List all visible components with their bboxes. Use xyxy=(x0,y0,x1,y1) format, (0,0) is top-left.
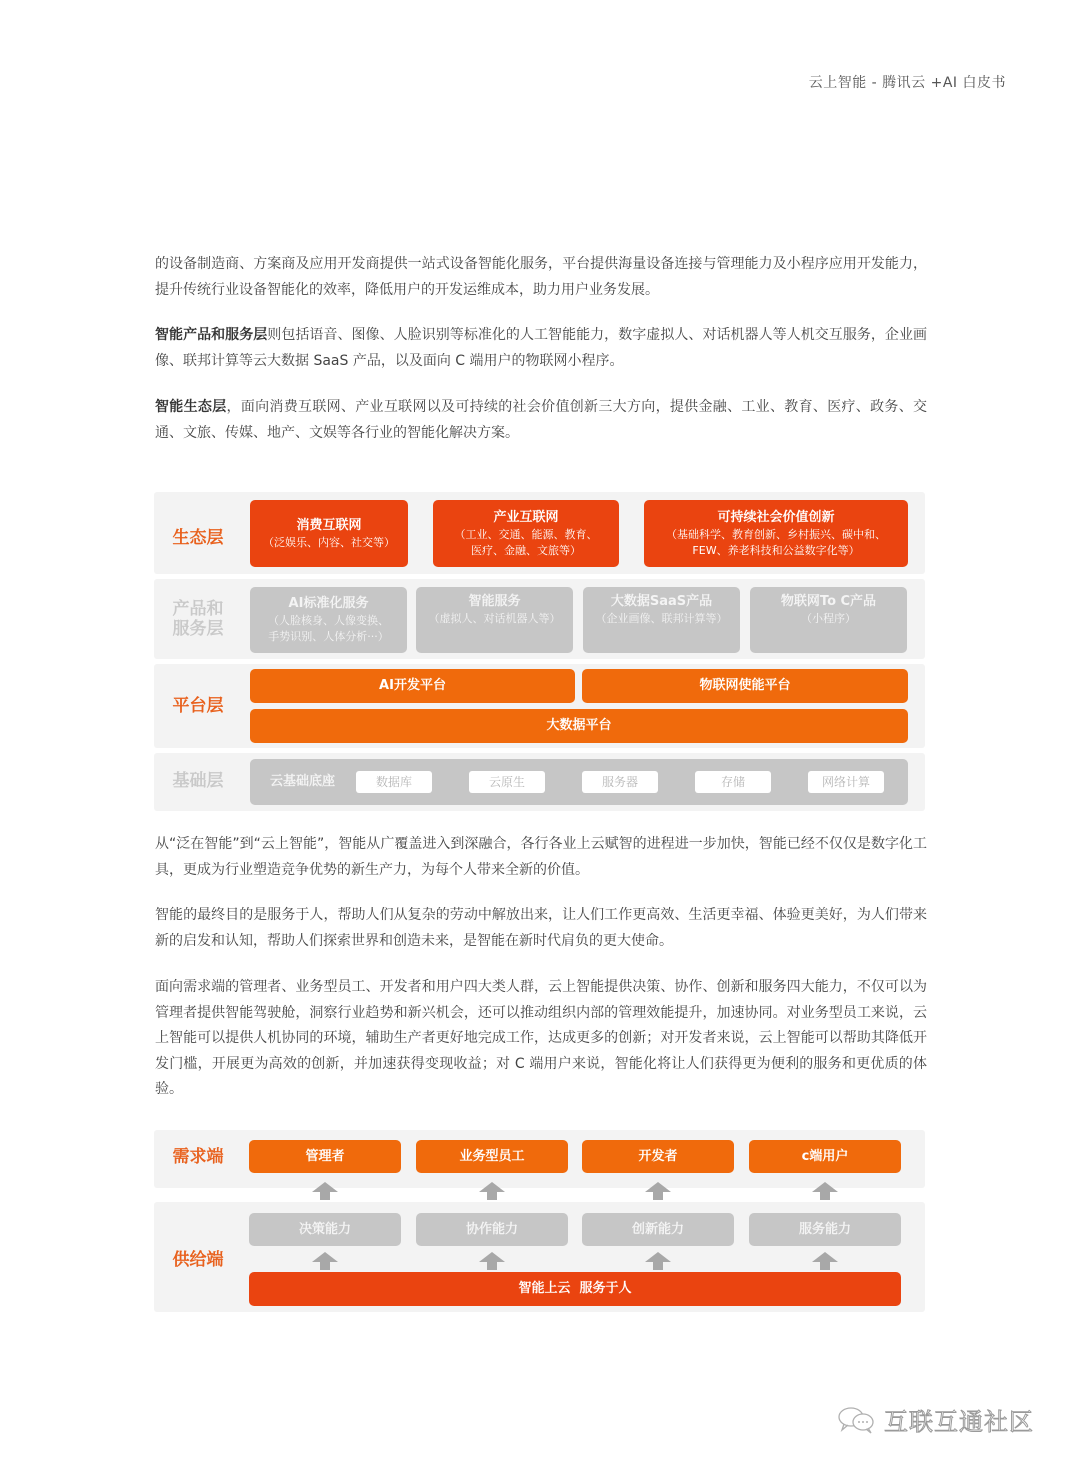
product-box-ai-standard xyxy=(250,587,407,653)
box-title: 服务能力 xyxy=(798,1221,851,1237)
capability-innovation xyxy=(582,1213,734,1246)
chip-storage: 存储 xyxy=(695,771,771,793)
iot-enable-platform xyxy=(582,669,908,703)
supply-label: 供给端 xyxy=(172,1250,224,1270)
arrow-up-icon xyxy=(312,1182,338,1200)
box-title: 可持续社会价值创新 xyxy=(717,509,835,525)
box-subtitle: （人脸核身、人像变换、 xyxy=(268,614,389,627)
box-title: c端用户 xyxy=(801,1148,849,1164)
demand-box-developer xyxy=(582,1140,734,1173)
box-title: 物联网To C产品 xyxy=(780,594,877,609)
paragraph-product-layer xyxy=(155,323,927,374)
capability-decision xyxy=(249,1213,401,1246)
paragraph-text: 则包括语音、图像、人脸识别等标准化的人工智能能力，数字虚拟人、对话机器人等人机交互服务，企业画像、联邦计算等云大数据 SaaS 产品，以及面向 C 端用户的物联网小程序。 xyxy=(155,327,927,369)
ecology-layer xyxy=(154,492,925,574)
box-subtitle: FEW、养老科技和公益数字化等） xyxy=(692,543,860,557)
box-title: 协作能力 xyxy=(465,1221,518,1237)
box-subtitle: （虚拟人、对话机器人等） xyxy=(428,612,561,625)
cloud-base-bar xyxy=(250,759,908,805)
arrow-up-icon xyxy=(312,1252,338,1270)
wechat-icon xyxy=(836,1405,878,1435)
arrow-up-icon xyxy=(812,1252,838,1270)
base-layer-label: 基础层 xyxy=(172,771,224,791)
ai-dev-platform xyxy=(250,669,575,703)
box-title: 智能服务 xyxy=(468,594,521,609)
ecology-box-industrial-internet xyxy=(433,500,619,567)
paragraph-demand-supply: 面向需求端的管理者、业务型员工、开发者和用户四大类人群，云上智能提供决策、协作、创新和服务四大能力，不仅可以为管理者提供智能驾驶舱，洞察行业趋势和新兴机会，还可以推动组织内部的管理效能提升，加速协同。对业务型员工来说，云上智能可以提供人机协同的环境，辅助生产者更好地完成工作，达成更多的创新；对开发者来说，云上智能可以帮助其降低开发门槛，开展更为高效的创新，并加速获得变现收益；对 C 端用户来说，智能化将让人们获得更为便利的服务和更优质的体验。 xyxy=(155,979,927,1097)
box-title: 大数据SaaS产品 xyxy=(610,594,713,609)
cloud-base-title: 云基础底座 xyxy=(270,774,336,789)
bold-term: 智能产品和服务层 xyxy=(155,327,268,343)
ecology-box-social-value xyxy=(644,500,908,567)
demand-box-manager xyxy=(249,1140,401,1173)
base-layer xyxy=(154,753,925,811)
box-title: 业务型员工 xyxy=(459,1148,525,1164)
box-subtitle: 医疗、金融、文旅等） xyxy=(471,543,581,557)
product-box-intelligent-service xyxy=(416,587,573,653)
platform-layer xyxy=(154,664,925,748)
foundation-bar xyxy=(249,1272,901,1306)
label-line: 服务层 xyxy=(172,619,224,639)
box-subtitle: （企业画像、联邦计算等） xyxy=(595,612,728,625)
paragraph-cloud-intelligence: 从“泛在智能”到“云上智能”，智能从广覆盖进入到深融合，各行各业上云赋智的进程进一步加快，智能已经不仅仅是数字化工具，更成为行业塑造竞争优势的新生产力，为每个人带来全新的价值。 xyxy=(155,836,927,878)
product-layer-label xyxy=(154,599,242,639)
supply-band xyxy=(154,1202,925,1312)
demand-box-c-user xyxy=(749,1140,901,1173)
box-title: 管理者 xyxy=(305,1148,345,1164)
demand-label: 需求端 xyxy=(172,1147,224,1167)
box-title: 消费互联网 xyxy=(296,517,362,533)
product-box-bigdata-saas xyxy=(583,587,740,653)
product-box-iot-toc xyxy=(750,587,907,653)
demand-band xyxy=(154,1130,925,1188)
capability-service xyxy=(749,1213,901,1246)
bold-term: 智能生态层 xyxy=(155,399,227,415)
box-subtitle: （小程序） xyxy=(801,612,856,625)
box-title: AI标准化服务 xyxy=(288,596,369,611)
chip-cloud-native: 云原生 xyxy=(469,771,545,793)
demand-box-business-staff xyxy=(416,1140,568,1173)
box-subtitle: （基础科学、教育创新、乡村振兴、碳中和、 xyxy=(666,527,886,541)
platform-layer-label: 平台层 xyxy=(172,696,224,716)
box-subtitle: （泛娱乐、内容、社交等） xyxy=(263,535,395,549)
supply-demand-diagram xyxy=(154,1130,925,1312)
arrow-up-icon xyxy=(645,1252,671,1270)
arrow-up-icon xyxy=(479,1182,505,1200)
bigdata-platform xyxy=(250,709,908,743)
box-title: 物联网使能平台 xyxy=(699,678,791,693)
label-line: 产品和 xyxy=(172,599,224,619)
arrow-up-icon xyxy=(812,1182,838,1200)
box-title: 创新能力 xyxy=(631,1221,684,1237)
box-title: 智能上云 服务于人 xyxy=(518,1281,632,1296)
box-title: AI开发平台 xyxy=(379,678,446,693)
watermark xyxy=(836,1402,1034,1437)
box-title: 产业互联网 xyxy=(493,509,559,525)
arrow-up-icon xyxy=(645,1182,671,1200)
paragraph-ecology-layer xyxy=(155,395,927,446)
box-title: 决策能力 xyxy=(298,1221,351,1237)
product-service-layer xyxy=(154,579,925,659)
chip-network-compute: 网络计算 xyxy=(808,771,884,793)
watermark-text: 互联互通社区 xyxy=(884,1408,1034,1436)
arrow-up-icon xyxy=(479,1252,505,1270)
paragraph-serve-people: 智能的最终目的是服务于人，帮助人们从复杂的劳动中解放出来，让人们工作更高效、生活更幸福、体验更美好，为人们带来新的启发和认知，帮助人们探索世界和创造未来，是智能在新时代肩负的更大使命。 xyxy=(155,907,927,949)
chip-server: 服务器 xyxy=(582,771,658,793)
box-title: 开发者 xyxy=(638,1148,678,1164)
capability-collaboration xyxy=(416,1213,568,1246)
box-subtitle: （工业、交通、能源、教育、 xyxy=(454,527,598,541)
ecology-box-consumer-internet xyxy=(250,500,408,567)
box-title: 大数据平台 xyxy=(546,718,612,733)
box-subtitle: 手势识别、人体分析···） xyxy=(268,630,389,643)
paragraph-text: ，面向消费互联网、产业互联网以及可持续的社会价值创新三大方向，提供金融、工业、教育、医疗、政务、交通、文旅、传媒、地产、文娱等各行业的智能化解决方案。 xyxy=(155,399,928,441)
ecology-layer-label: 生态层 xyxy=(172,528,224,548)
paragraph-iot-platform: 的设备制造商、方案商及应用开发商提供一站式设备智能化服务，平台提供海量设备连接与管理能力及小程序应用开发能力，提升传统行业设备智能化的效率，降低用户的开发运维成本，助力用户业务发展。 xyxy=(155,256,927,298)
chip-database: 数据库 xyxy=(356,771,432,793)
header-title: 云上智能 - 腾讯云 +AI 白皮书 xyxy=(808,75,1006,91)
